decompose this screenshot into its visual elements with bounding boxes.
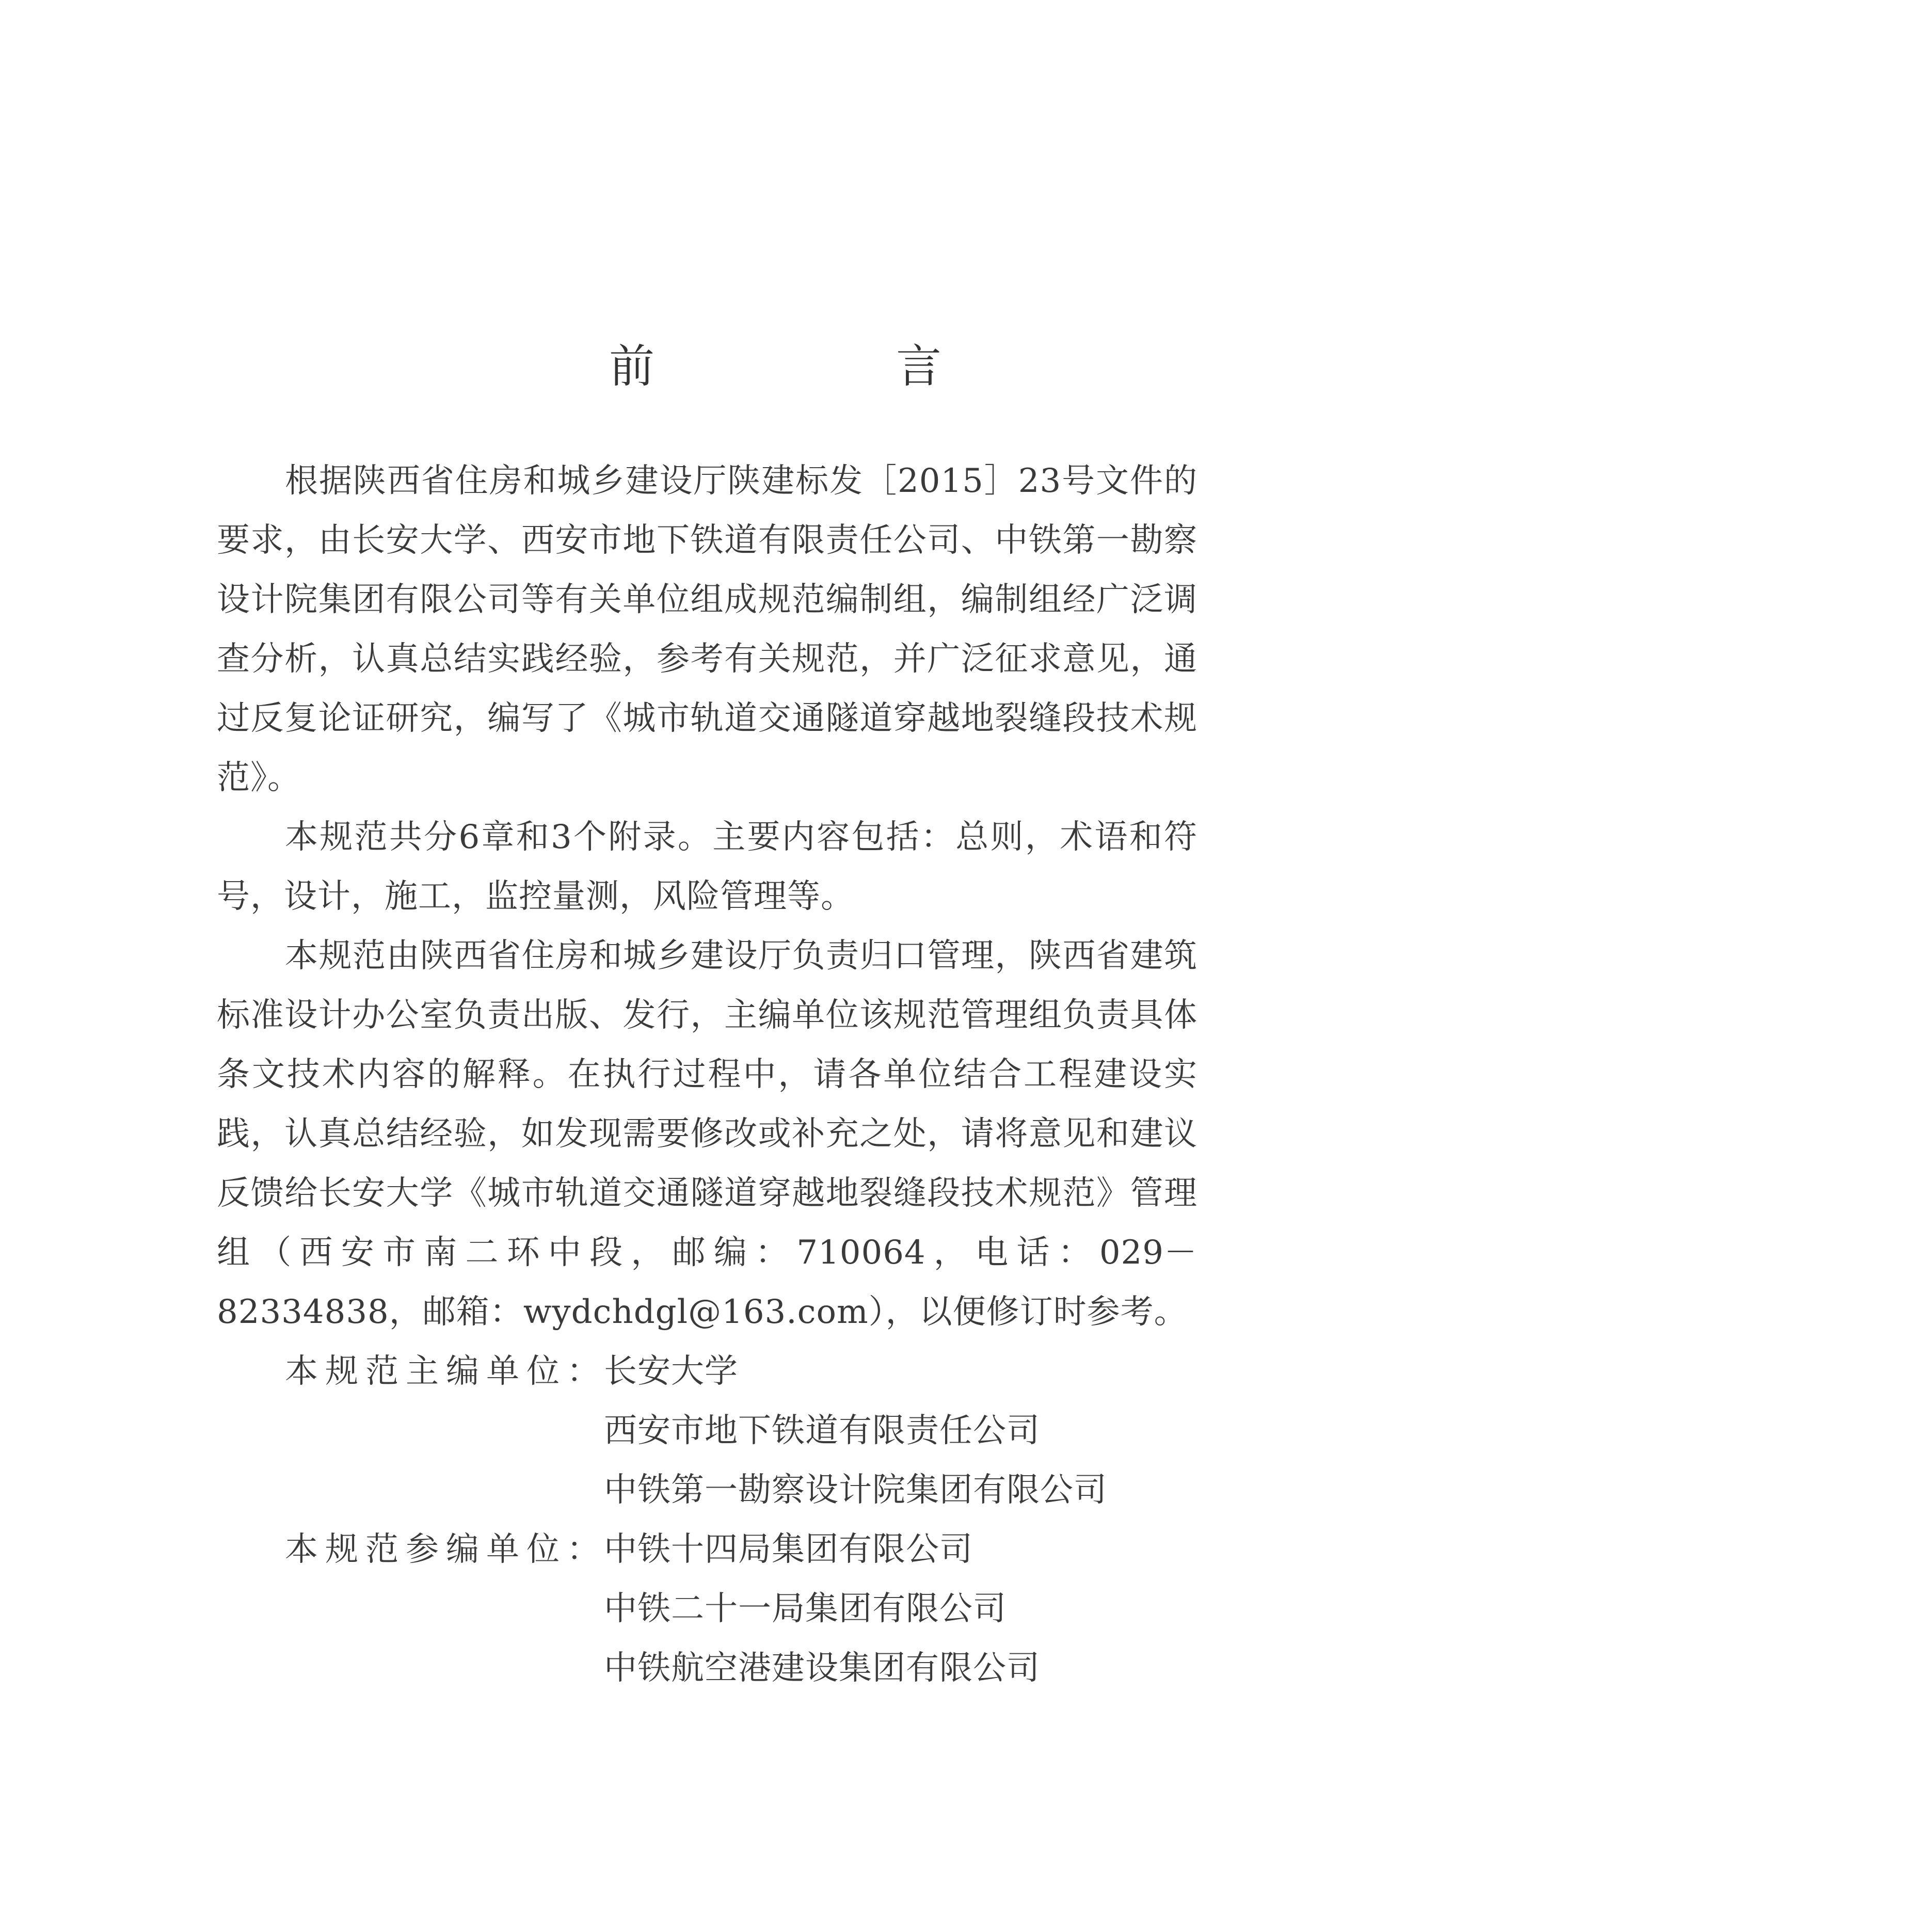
unit-row	[217, 1639, 1197, 1698]
chief-unit-name: 西安市地下铁道有限责任公司	[604, 1412, 1040, 1450]
unit-row	[217, 1342, 1197, 1401]
preface-body	[217, 452, 1197, 1698]
participating-units-section	[217, 1520, 1197, 1698]
unit-row	[217, 1401, 1197, 1461]
page-title: 前 言	[609, 340, 1040, 393]
participating-units-label: 本规范参编单位：	[285, 1530, 607, 1569]
paragraph-basis: 根据陕西省住房和城乡建设厅陕建标发［2015］23号文件的要求，由长安大学、西安市地下铁道有限责任公司、中铁第一勘察设计院集团有限公司等有关单位组成规范编制组，编制组经广泛调查分析，认真总结实践经验，参考有关规范，并广泛征求意见，通过反复论证研究，编写了《城市轨道交通隧道穿越地裂缝段技术规范》。	[217, 462, 1197, 797]
participating-unit-name: 中铁二十一局集团有限公司	[604, 1590, 1007, 1628]
chief-unit-name: 中铁第一勘察设计院集团有限公司	[604, 1471, 1107, 1509]
paragraph-contents: 本规范共分6章和3个附录。主要内容包括：总则，术语和符号，设计，施工，监控量测，风险管理等。	[217, 818, 1197, 916]
participating-unit-name: 中铁十四局集团有限公司	[604, 1530, 973, 1569]
unit-row	[217, 1461, 1197, 1520]
chief-units-label: 本规范主编单位：	[285, 1352, 607, 1391]
unit-row	[217, 1520, 1197, 1579]
unit-row	[217, 1579, 1197, 1639]
chief-unit-name: 长安大学	[604, 1352, 738, 1391]
chief-units-section	[217, 1342, 1197, 1520]
paragraph-management: 本规范由陕西省住房和城乡建设厅负责归口管理，陕西省建筑标准设计办公室负责出版、发行，主编单位该规范管理组负责具体条文技术内容的解释。在执行过程中，请各单位结合工程建设实践，认真总结经验，如发现需要修改或补充之处，请将意见和建议反馈给长安大学《城市轨道交通隧道穿越地裂缝段技术规范》管理组（西安市南二环中段，邮编：710064，电话：029－82334838，邮箱：wydchdgl@163.com），以便修订时参考。	[217, 937, 1197, 1331]
participating-unit-name: 中铁航空港建设集团有限公司	[604, 1649, 1040, 1687]
